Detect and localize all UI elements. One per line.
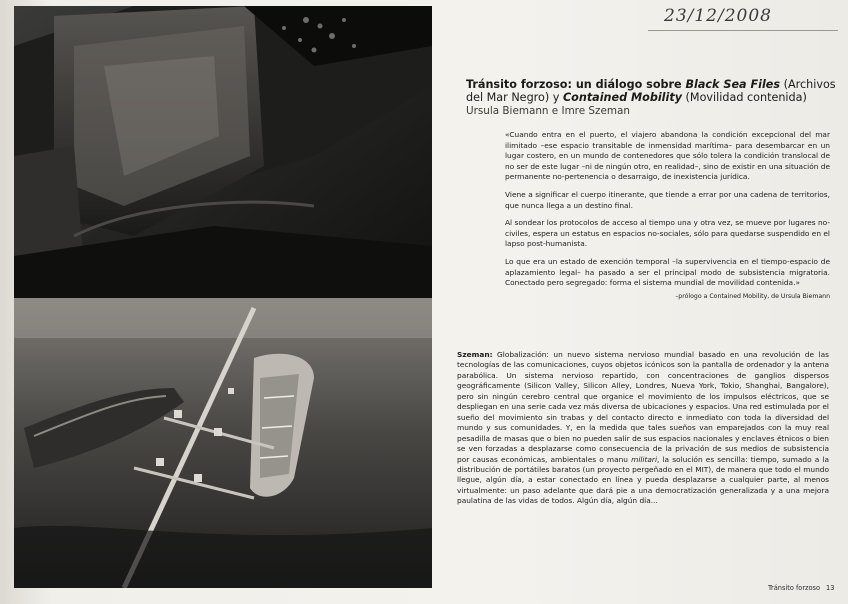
- epigraph-quote: [505, 130, 830, 309]
- body-text-2: , la solución es sencilla: tiempo, sumado a la distribución de portátiles baratos (un proyecto pergeñado en el MIT), de manera que todo el mundo llegue, algún día, a estar conectado en línea y pueda desplazarse a cualquier parte, al menos virtualmente: un paso adelante que dará pie a una democratización generalizada y a una mejora paulatina de las vidas de todos. Algún día, algún día...: [457, 454, 829, 506]
- article-header: [466, 78, 838, 118]
- title-italic-black-sea-files: Black Sea Files: [685, 78, 781, 91]
- quote-paragraph: Viene a significar el cuerpo itinerante, que tiende a errar por una cadena de territorios, que nunca llega a un destino final.: [505, 189, 830, 210]
- article-title: [466, 78, 838, 104]
- quote-credit: –prólogo a Contained Mobility, de Ursula Biemann: [675, 292, 830, 300]
- page-number: 13: [826, 584, 835, 592]
- article-body: [457, 350, 829, 507]
- footer-section-title: Tránsito forzoso: [768, 584, 821, 592]
- handwritten-date: 23/12/2008: [664, 6, 772, 26]
- photo-ship-hull: [14, 6, 432, 298]
- title-text-2: (Archivos del Mar Negro) y: [466, 78, 836, 104]
- page-footer: [768, 584, 834, 592]
- body-text-1: Globalización: un nuevo sistema nervioso mundial basado en una revolución de las tecnologías de las comunicaciones, cuyos objetos icónicos son la pantalla de ordenador y la antena parabólica. Un sistema nervioso repartido, con concentraciones de ganglios dispersos geográficamente (Silicon Valley, Silicon Alley, Londres, Nueva York, Tokio, Shanghai, Bangalore), pero sin ningún cerebro central que organice el movimiento de los impulsos eléctricos, que se despliegan en una serie cada vez más diversa de ubicaciones y espacios. Una red estimulada por el sueño del movimiento sin trabas y del contacto directo e inmediato con toda la diversidad del mundo y sus comunidades. Y, en la medida que tales sueños van emparejados con la muy real pesadilla de masas que o bien no pueden salir de sus espacios nacionales y enclaves étnicos o bien se ven forzadas a desplazarse como consecuencia de la privación de sus medios de subsistencia por causas económicas, ambientales o manu: [457, 350, 829, 464]
- quote-paragraph: Al sondear los protocolos de acceso al tiempo una y otra vez, se mueve por lugares no-civiles, espera un estatus en espacios no-sociales, sólo para quedarse suspendido en el lapso post-humanista.: [505, 218, 830, 249]
- quote-paragraph: Lo que era un estado de exención temporal –la supervivencia en el tiempo-espacio de aplazamiento legal– ha pasado a ser el principal modo de subsistencia migratoria. Conectado pero segregado: forma el sistema mundial de movilidad contenida.»: [505, 256, 830, 288]
- photo-tankers-aerial: [14, 298, 432, 588]
- title-text-1: Tránsito forzoso: un diálogo sobre: [466, 78, 686, 91]
- title-text-3: (Movilidad contenida): [682, 91, 807, 104]
- body-paragraph: [457, 350, 829, 507]
- quote-paragraph: «Cuando entra en el puerto, el viajero abandona la condición excepcional del mar ilimitado –ese espacio transitable de inmensidad marítima– para desembarcar en un lugar costero, en un mundo de contenedores que sólo tolera la condición translocal de no ser de este lugar –ni de ningún otro, en realidad–, sino de existir en una situación de permanente no-pertenencia o desarraigo, de inexistencia jurídica.: [505, 130, 830, 182]
- body-italic-term: militari: [631, 454, 658, 464]
- speaker-label: Szeman:: [457, 350, 493, 359]
- title-italic-contained-mobility: Contained Mobility: [562, 91, 682, 104]
- article-authors: Ursula Biemann e Imre Szeman: [466, 105, 630, 117]
- date-underline: [648, 30, 838, 31]
